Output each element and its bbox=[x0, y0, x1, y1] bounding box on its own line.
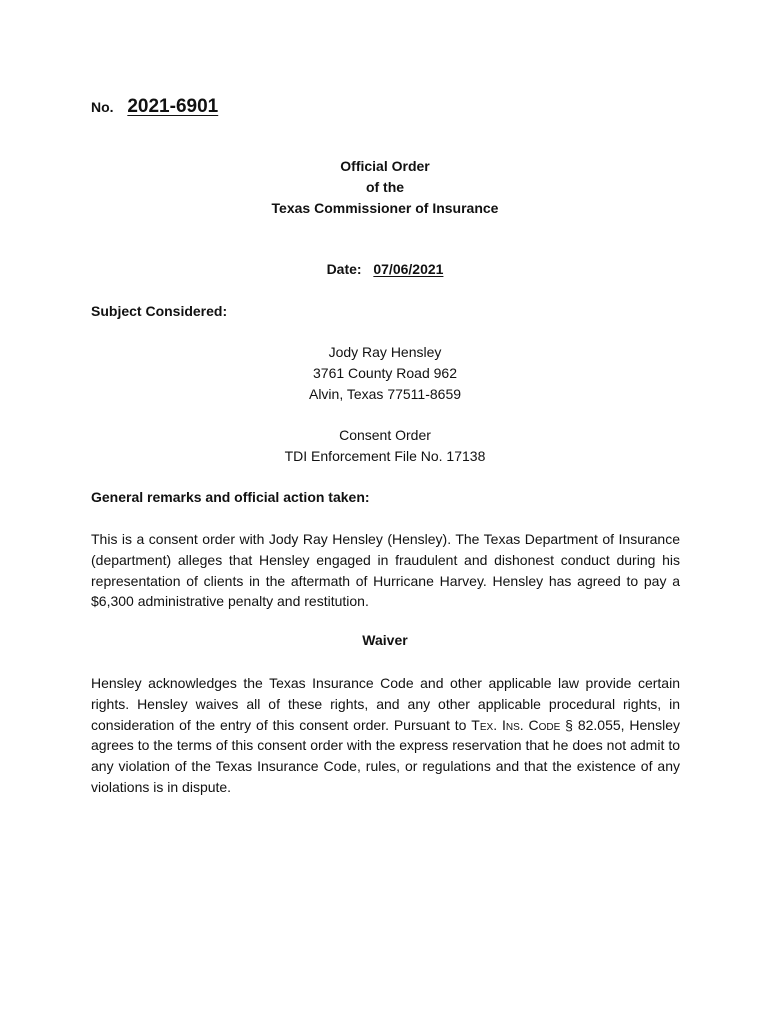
order-date bbox=[0, 261, 770, 277]
order-number-value: 2021-6901 bbox=[127, 96, 219, 117]
waiver-text-2: § 82.055, Hensley agrees to the terms of this consent order with the express reservation that he does not admit to any violation of the Texas Insurance Code, rules, or regulations and that the existence of any violations is in dispute. bbox=[91, 716, 680, 795]
subject-street: 3761 County Road 962 bbox=[313, 365, 457, 381]
title-line-2: of the bbox=[365, 179, 405, 195]
remarks-heading: General remarks and official action taken: bbox=[91, 489, 370, 505]
subject-heading: Subject Considered: bbox=[91, 303, 228, 319]
date-value: 07/06/2021 bbox=[373, 261, 444, 277]
waiver-paragraph bbox=[91, 673, 680, 798]
date-label: Date: bbox=[326, 261, 362, 277]
order-number-label: No. bbox=[91, 99, 114, 115]
waiver-heading: Waiver bbox=[362, 632, 408, 648]
order-number bbox=[91, 96, 218, 118]
order-type: Consent Order bbox=[339, 427, 431, 443]
waiver-text-1: Hensley acknowledges the Texas Insurance Code and other applicable law provide certain rights. Hensley waives all of these rights, and any other applicable procedural rights, in consideration of the entry of this consent order. Pursuant to bbox=[91, 675, 680, 733]
remarks-paragraph: This is a consent order with Jody Ray Hensley (Hensley). The Texas Department of Insurance (department) alleges that Hensley engaged in fraudulent and dishonest conduct during his representation of clients in the aftermath of Hurricane Harvey. Hensley has agreed to pay a $6,300 administrative penalty and restitution. bbox=[91, 531, 680, 610]
enforcement-file: TDI Enforcement File No. 17138 bbox=[284, 448, 486, 464]
subject-city: Alvin, Texas 77511-8659 bbox=[308, 386, 462, 402]
title-line-3: Texas Commissioner of Insurance bbox=[271, 200, 499, 216]
subject-name: Jody Ray Hensley bbox=[328, 344, 442, 360]
title-line-1: Official Order bbox=[340, 158, 430, 174]
code-citation: Tex. Ins. Code bbox=[471, 716, 561, 733]
